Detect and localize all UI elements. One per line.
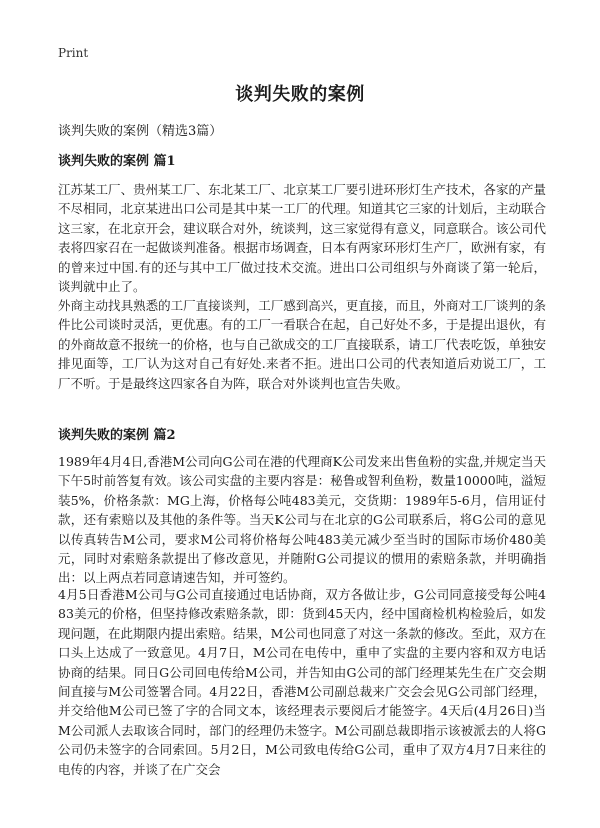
print-link[interactable]: Print bbox=[58, 46, 89, 60]
section-2-paragraph-2: 4月5日香港M公司与G公司直接通过电话协商，双方各做让步，G公司同意接受每公吨483美元的价格，但坚持修改索赔条款，即：货到45天内，经中国商检机构检验后，如发现问题，在此期限内提出索赔。结果，M公司也同意了对这一条款的修改。至此，双方在口头上达成了一致意见。4月7日，M公司在电传中，重申了实盘的主要内容和双方电话协商的结果。同日G公司回电传给M公司，并告知由G公司的部门经理某先生在广交会期间直接与M公司签署合同。4月22日，香港M公司副总裁来广交会会见G公司部门经理，并交给他M公司已签了字的合同文本，该经理表示要阅后才能签字。4天后(4月26日)当M公司派人去取该合同时，部门的经理仍未签字。M公司副总裁即指示该被派去的人将G公司仍未签字的合同索回。5月2日，M公司致电传给G公司，重申了双方4月7日来往的电传的内容，并谈了在广交会 bbox=[58, 587, 546, 777]
document-title: 谈判失败的案例 bbox=[235, 84, 365, 105]
section-heading-1: 谈判失败的案例 篇1 bbox=[58, 154, 176, 169]
section-1-paragraph-1: 江苏某工厂、贵州某工厂、东北某工厂、北京某工厂要引进环形灯生产技术，各家的产量不尽相同，北京某进出口公司是其中某一工厂的代理。知道其它三家的计划后，主动联合这三家，在北京开会，建议联合对外，统谈判，这三家觉得有意义，同意联合。该公司代表将四家召在一起做谈判准备。根据市场调查，日本有两家环形灯生产厂，欧洲有家，有的曾来过中国.有的还与其中工厂做过技术交流。进出口公司组织与外商谈了第一轮后，谈判就中止了。 bbox=[58, 182, 546, 295]
section-heading-2: 谈判失败的案例 篇2 bbox=[58, 428, 176, 443]
section-1-paragraph-2: 外商主动找具熟悉的工厂直接谈判，工厂感到高兴，更直接，而且，外商对工厂谈判的条件比公司谈时灵活，更优惠。有的工厂一看联合在起，自己好处不多，于是提出退伙，有的外商故意不报统一的价格，也与自己欲成交的工厂直接联系，请工厂代表吃饭，单独安排见面等，工厂认为这对自己有好处.来者不拒。进出口公司的代表知道后劝说工厂，工厂不听。于是最终这四家各自为阵，联合对外谈判也宣告失败。 bbox=[58, 298, 546, 391]
section-2-paragraph-1: 1989年4月4日,香港M公司向G公司在港的代理商K公司发来出售鱼粉的实盘,并规定当天下午5时前答复有效。该公司实盘的主要内容是：秘鲁或智利鱼粉，数量10000吨，溢短装5%，价格条款：MG上海，价格每公吨483美元，交货期：1989年5-6月，信用证付款，还有索赔以及其他的条件等。当天K公司与在北京的G公司联系后，将G公司的意见以传真转告M公司，要求M公司将价格每公吨483美元减少至当时的国际市场价480美元，同时对索赔条款提出了修改意见，并随附G公司提议的惯用的索赔条款，并明确指出：以上两点若同意请速告知，并可签约。 bbox=[58, 454, 546, 586]
document-subtitle: 谈判失败的案例（精选3篇） bbox=[58, 124, 223, 139]
